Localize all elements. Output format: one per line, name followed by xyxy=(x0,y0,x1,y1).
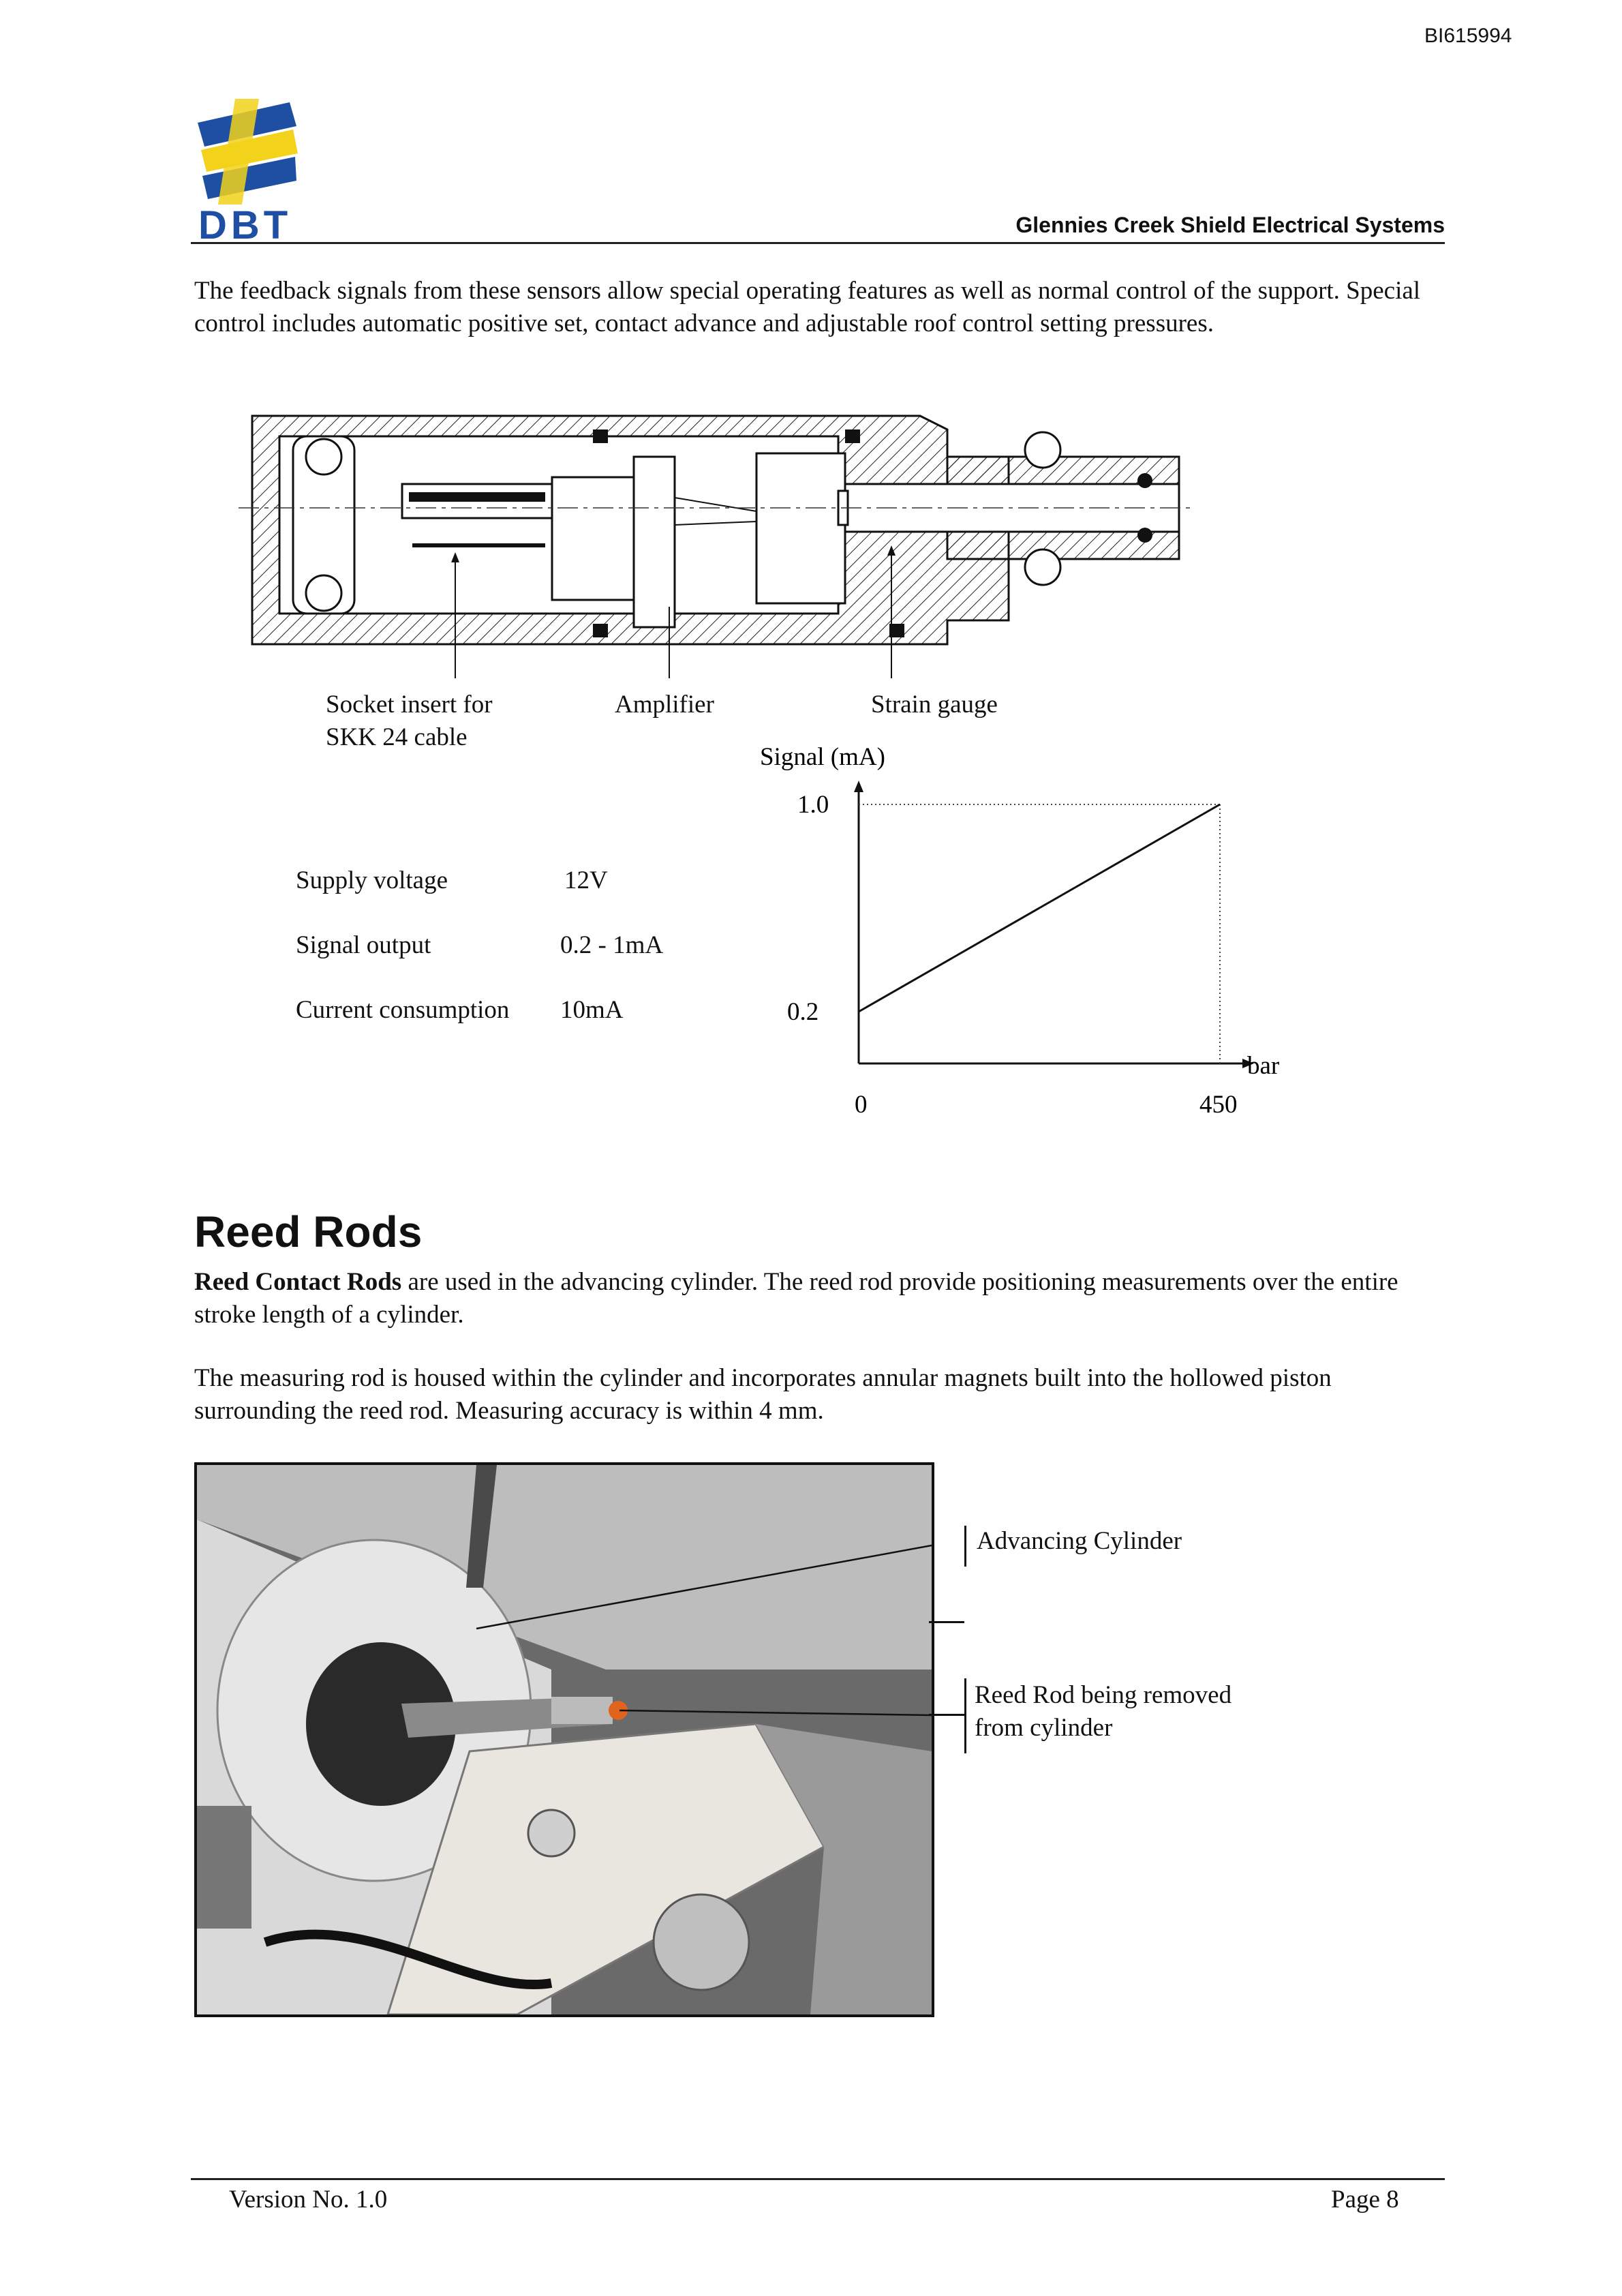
section-heading: Reed Rods xyxy=(194,1207,423,1256)
callout-leader-reed-rod xyxy=(929,1714,964,1716)
label-strain-gauge: Strain gauge xyxy=(871,691,998,719)
reed-rod-photo xyxy=(194,1462,934,2017)
reed-rods-paragraph-1: Reed Contact Rods are used in the advancing cylinder. The reed rod provide positioning measurements over the entire stroke length of a cylinder. xyxy=(194,1268,1398,1329)
spec-label-supply-voltage: Supply voltage xyxy=(296,866,448,894)
footer-divider xyxy=(191,2178,1445,2180)
header-divider xyxy=(191,242,1445,244)
callout-reed-rod-removed: Reed Rod being removed from cylinder xyxy=(975,1681,1232,1742)
y-axis-label: Signal (mA) xyxy=(760,743,885,771)
spec-value-current-consumption: 10mA xyxy=(560,996,624,1024)
spec-value-signal-output: 0.2 - 1mA xyxy=(560,931,664,959)
reed-rods-paragraph-2: The measuring rod is housed within the cylinder and incorporates annular magnets built into the hollowed piston surrounding the reed rod. Measuring accuracy is within 4 mm. xyxy=(194,1364,1332,1425)
callout-advancing-cylinder: Advancing Cylinder xyxy=(977,1527,1182,1555)
series-line xyxy=(859,804,1220,1012)
spec-label-signal-output: Signal output xyxy=(296,931,431,959)
label-amplifier: Amplifier xyxy=(615,691,714,719)
footer-page-number: Page 8 xyxy=(1331,2186,1399,2214)
y-axis-arrow xyxy=(854,781,863,792)
y-tick-label: 1.0 xyxy=(797,791,829,819)
document-id: BI615994 xyxy=(1424,25,1512,47)
callout-bar-reed-rod xyxy=(964,1678,966,1753)
spec-label-current-consumption: Current consumption xyxy=(296,996,510,1024)
intro-paragraph: The feedback signals from these sensors allow special operating features as well as normal control of the support. Special control includes automatic positive set, contact advance and adjustable roof control setting pressures. xyxy=(194,277,1421,337)
x-tick-label: 450 xyxy=(1199,1091,1238,1119)
header-title: Glennies Creek Shield Electrical Systems xyxy=(1015,213,1445,237)
reed-contact-rods-term: Reed Contact Rods xyxy=(194,1268,402,1296)
callout-bar-advancing xyxy=(964,1526,966,1567)
y-tick-label: 0.2 xyxy=(787,998,819,1026)
footer-version: Version No. 1.0 xyxy=(229,2186,388,2214)
label-socket-insert: Socket insert for SKK 24 cable xyxy=(326,691,493,751)
logo-text: DBT xyxy=(198,203,292,245)
spec-value-supply-voltage: 12V xyxy=(564,866,608,894)
sensor-cross-section-diagram xyxy=(239,409,1193,682)
signal-vs-pressure-chart xyxy=(736,743,1322,1138)
x-tick-label: 0 xyxy=(855,1091,868,1119)
x-axis-label: bar xyxy=(1247,1052,1280,1080)
callout-leader-advancing xyxy=(929,1621,964,1623)
dbt-logo xyxy=(194,95,303,245)
